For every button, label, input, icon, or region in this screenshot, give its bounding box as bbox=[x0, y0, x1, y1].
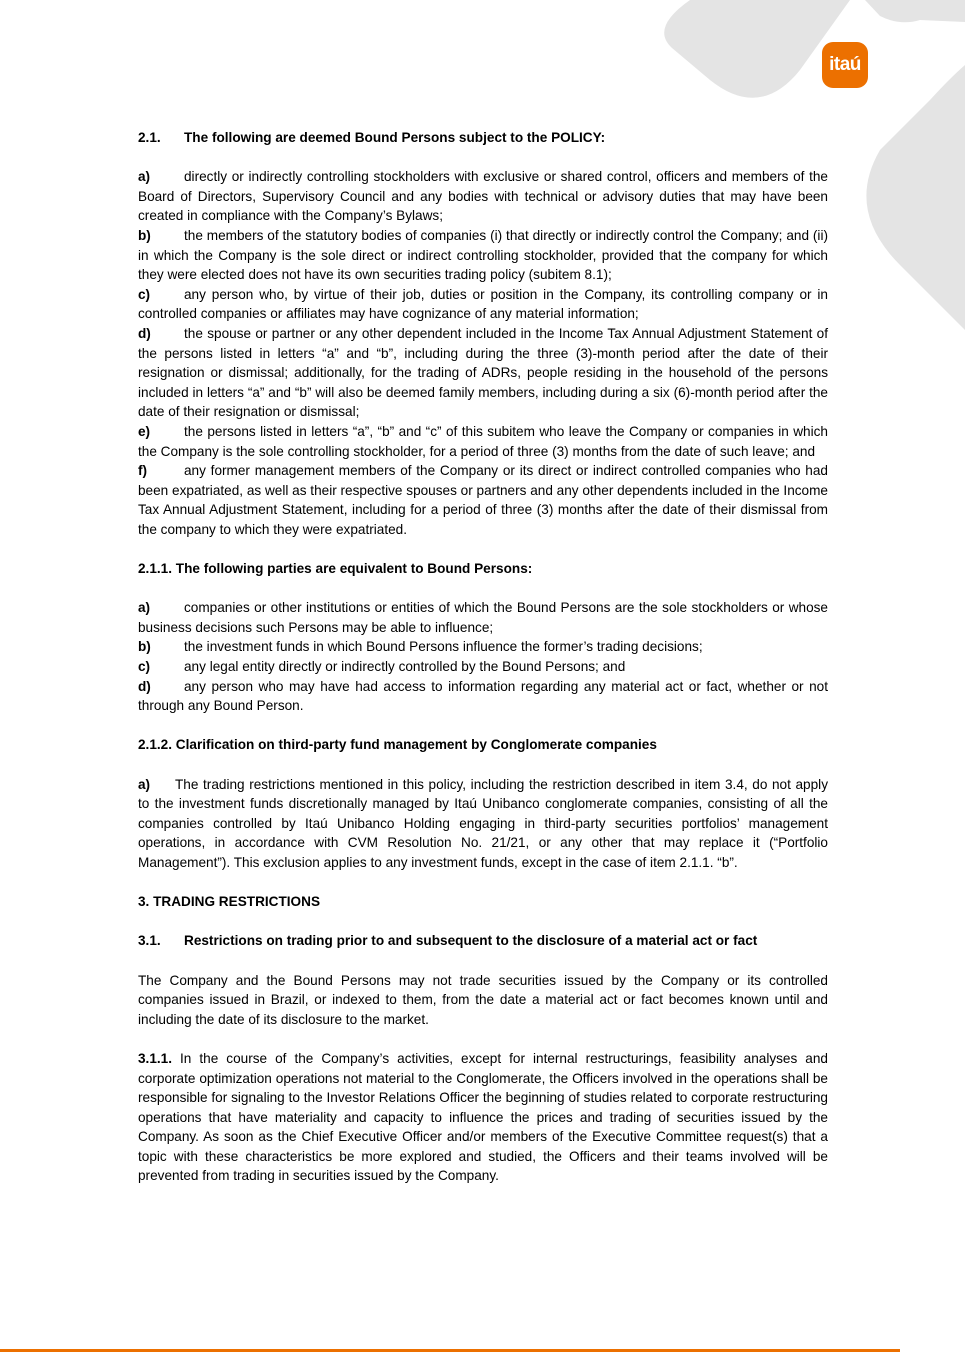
list-item: a) The trading restrictions mentioned in this policy, including the restriction described in item 3.4, do not apply to the investment funds discretionally managed by Itaú Unibanco conglomerate companies, consisting of all the companies controlled by Itaú Unibanco Holding engaging in third-party securities portfolios’ management operations, in accordance with CVM Resolution No. 21/21, or any other that may replace it (“Portfolio Management”). This exclusion applies to any investment funds, except in the case of item 2.1.1. “b”. bbox=[138, 776, 828, 870]
section-3-1-paragraph: The Company and the Bound Persons may not trade securities issued by the Company or its controlled companies issued in Brazil, or indexed to them, from the date a material act or fact becomes known until and including the date of its disclosure to the market. bbox=[138, 972, 828, 1027]
section-2-1-1-heading: 2.1.1. The following parties are equivalent to Bound Persons: bbox=[138, 561, 533, 577]
list-item: f) any former management members of the Company or its direct or indirect controlled companies who had been expatriated, as well as their respective spouses or partners and any other dependents included in the Income Tax Annual Adjustment Statement, including for a period of three (3) months after the date of their dismissal from the company to which they were expatriated. bbox=[138, 463, 828, 537]
section-number: 3.1.1. bbox=[138, 1050, 173, 1066]
list-item: a) companies or other institutions or entities of which the Bound Persons are the sole stockholders or whose business decisions such Persons may be able to influence; bbox=[138, 600, 828, 635]
section-3-1-1-paragraph: 3.1.1. In the course of the Company’s activities, except for internal restructurings, feasibility analyses and corporate optimization operations not material to the Conglomerate, the Officers involved in the operations shall be responsible for signaling to the Investor Relations Officer the beginning of studies related to corporate restructuring operations that have materiality and capacity to influence the prices and trading of securities issued by the Company. As soon as the Chief Executive Officer and/or members of the Executive Committee request(s) that a topic with these characteristics be more explored and studied, the Officers and their teams involved will be prevented from trading in securities issued by the Company. bbox=[138, 1050, 828, 1184]
list-item: e) the persons listed in letters “a”, “b” and “c” of this subitem who leave the Company or companies in which the Company is the sole controlling stockholder, for a period of three (3) months from the date of such leave; and bbox=[138, 423, 828, 459]
list-item: c) any legal entity directly or indirectly controlled by the Bound Persons; and bbox=[138, 659, 626, 675]
section-number: 3.1. bbox=[138, 933, 161, 949]
list-item: b) the members of the statutory bodies of companies (i) that directly or indirectly control the Company; and (ii) in which the Company is the sole direct or indirect controlling stockholder, provided that the company for which they were elected does not have its own securities trading policy (subitem 8.1); bbox=[138, 227, 828, 283]
section-2-1-heading bbox=[138, 128, 828, 148]
document-body bbox=[138, 128, 828, 1186]
logo-text: itaú bbox=[829, 54, 861, 75]
footer-accent-line bbox=[0, 1349, 900, 1352]
section-3-1-heading bbox=[138, 931, 828, 951]
section-title: The following are deemed Bound Persons subject to the POLICY: bbox=[184, 130, 606, 145]
list-item: c) any person who, by virtue of their job, duties or position in the Company, its controlling company or in controlled companies or affiliates may have cognizance of any material information; bbox=[138, 286, 828, 322]
gray-corner-shape bbox=[865, 0, 965, 22]
section-title: Restrictions on trading prior to and subsequent to the disclosure of a material act or fact bbox=[184, 933, 758, 949]
itau-logo bbox=[822, 42, 868, 88]
list-item: d) any person who may have had access to information regarding any material act or fact, whether or not through any Bound Person. bbox=[138, 678, 828, 714]
list-item: a) directly or indirectly controlling stockholders with exclusive or shared control, officers and members of the Board of Directors, Supervisory Council and any bodies with technical or advisory duties that may have been created in compliance with the Company’s Bylaws; bbox=[138, 169, 828, 224]
section-2-1-2-heading: 2.1.2. Clarification on third-party fund management by Conglomerate companies bbox=[138, 737, 657, 753]
section-3-heading: 3. TRADING RESTRICTIONS bbox=[138, 894, 321, 910]
section-number: 2.1. bbox=[138, 130, 161, 145]
list-item: d) the spouse or partner or any other dependent included in the Income Tax Annual Adjustment Statement of the persons listed in letters “a” and “b”, including during the three (3)-month period after the date of their resignation or dismissal; additionally, for the trading of ADRs, people residing in the household of the persons included in letters “a” and “b” will also be deemed family members, including during a six (6)-month period after the date of their resignation or dismissal; bbox=[138, 325, 828, 420]
gray-side-shape bbox=[866, 65, 965, 330]
list-item: b) the investment funds in which Bound Persons influence the former’s trading decisions; bbox=[138, 639, 703, 655]
